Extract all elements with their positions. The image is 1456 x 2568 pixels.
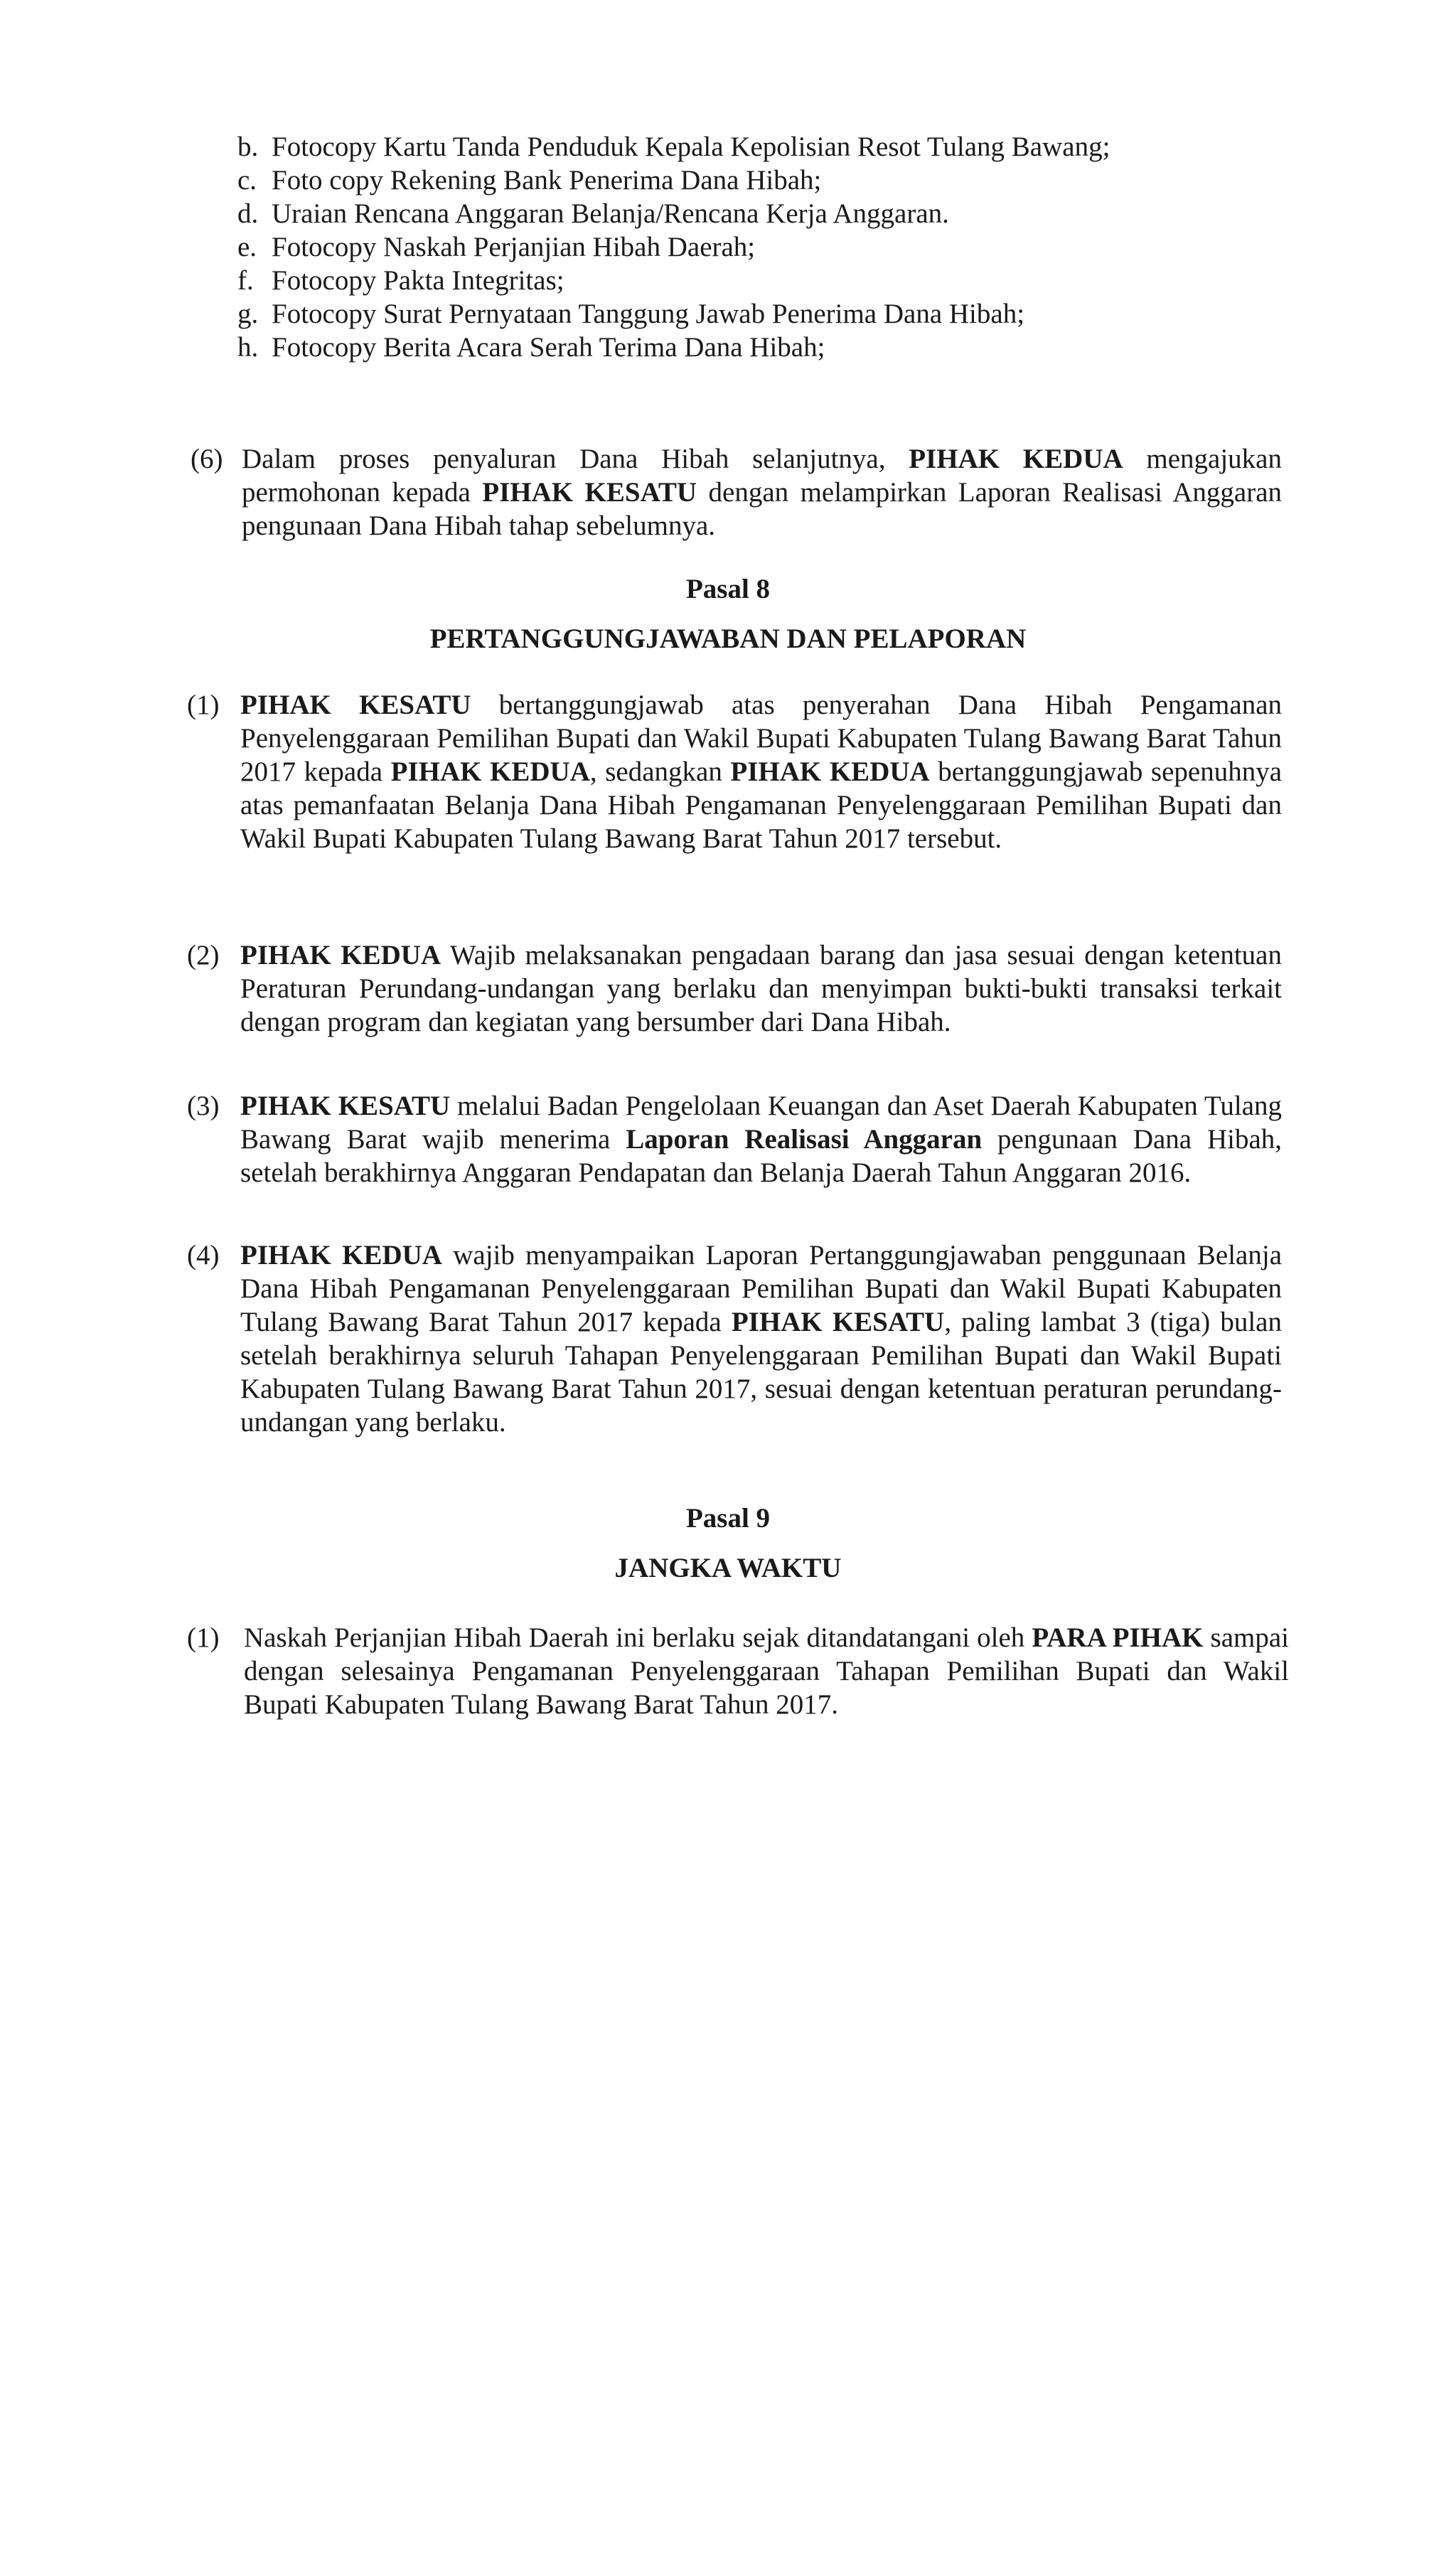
paragraph-number: (2) — [187, 940, 220, 970]
paragraph-number: (1) — [187, 690, 220, 720]
party-name: PIHAK KESATU — [731, 1307, 945, 1337]
party-name: PIHAK KESATU — [240, 1091, 451, 1121]
paragraph-number: (3) — [187, 1091, 220, 1121]
text-run: Wajib melaksanakan pengadaan barang dan jasa sesuai dengan ketentuan Peraturan Perundang-undangan yang berlaku dan menyimpan bukti-bukti transaksi terkait dengan program dan kegiatan yang bersumber dari Dana Hibah. — [240, 940, 1282, 1037]
article-title: Pasal 8 — [685, 574, 771, 604]
list-marker: b. — [237, 132, 259, 162]
list-marker: f. — [237, 265, 254, 296]
list-marker: h. — [237, 332, 259, 363]
party-name: PIHAK KEDUA — [730, 756, 930, 787]
paragraph-text — [240, 1238, 1282, 1439]
party-name: PIHAK KEDUA — [390, 756, 590, 787]
list-item — [237, 130, 1281, 164]
article-subtitle: PERTANGGUNGJAWABAN DAN PELAPORAN — [429, 624, 1027, 654]
party-name: PIHAK KESATU — [240, 690, 471, 720]
text-run: Dalam proses penyaluran Dana Hibah selanjutnya, — [242, 444, 886, 474]
paragraph-text — [240, 1089, 1282, 1189]
text-run: melalui Badan Pengelolaan Keuangan dan Aset Daerah Kabupaten Tulang Bawang Barat wajib menerima — [240, 1091, 1283, 1155]
text-run: bertanggungjawab atas penyerahan Dana Hibah Pengamanan Penyelenggaraan Pemilihan Bupati dan Wakil Bupati Kabupaten Tulang Bawang Barat Tahun 2017 kepada — [240, 690, 1283, 787]
list-item-text: Fotocopy Naskah Perjanjian Hibah Daerah; — [272, 232, 756, 262]
article-subtitle: JANGKA WAKTU — [614, 1553, 842, 1583]
paragraph-number: (6) — [191, 444, 223, 474]
paragraph-number: (4) — [187, 1240, 220, 1270]
list-item — [237, 331, 1281, 364]
paragraph-6 — [191, 442, 1282, 542]
list-item — [237, 264, 1281, 297]
paragraph-8-3 — [187, 1089, 1282, 1189]
text-run: , sedangkan — [589, 756, 722, 787]
paragraph-text — [244, 1621, 1289, 1721]
list-item-text: Fotocopy Pakta Integritas; — [272, 265, 564, 296]
list-marker: g. — [237, 299, 259, 329]
list-marker: e. — [237, 232, 257, 262]
text-run: dengan melampirkan Laporan Realisasi Anggaran pengunaan Dana Hibah tahap sebelumnya. — [242, 477, 1283, 541]
list-item — [237, 164, 1281, 197]
list-item-text: Fotocopy Surat Pernyataan Tanggung Jawab Penerima Dana Hibah; — [272, 299, 1025, 329]
list-item — [237, 197, 1281, 230]
list-item — [237, 230, 1281, 264]
party-name: PIHAK KESATU — [482, 477, 697, 508]
list-item-text: Fotocopy Berita Acara Serah Terima Dana Hibah; — [272, 332, 825, 363]
list-item-text: Fotocopy Kartu Tanda Penduduk Kepala Kepolisian Resot Tulang Bawang; — [272, 132, 1110, 162]
list-item — [237, 297, 1281, 331]
party-name: PIHAK KEDUA — [909, 444, 1123, 474]
paragraph-9-1 — [187, 1621, 1289, 1721]
text-run: Naskah Perjanjian Hibah Daerah ini berlaku sejak ditandatangani oleh — [244, 1622, 1025, 1653]
party-name: PIHAK KEDUA — [240, 1240, 442, 1270]
party-name: PARA PIHAK — [1032, 1622, 1204, 1653]
text-run: bertanggungjawab sepenuhnya atas pemanfaatan Belanja Dana Hibah Pengamanan Penyelenggaraan Pemilihan Bupati dan Wakil Bupati Kabupaten Tulang Bawang Barat Tahun 2017 tersebut. — [240, 756, 1283, 854]
paragraph-8-2 — [187, 938, 1282, 1039]
paragraph-8-1 — [187, 688, 1282, 855]
text-run: , paling lambat 3 (tiga) bulan setelah berakhirnya seluruh Tahapan Penyelenggaraan Pemilihan Bupati dan Wakil Bupati Kabupaten Tulang Bawang Barat Tahun 2017, sesuai dengan ketentuan peraturan perundang-undangan yang berlaku. — [240, 1307, 1282, 1438]
report-name: Laporan Realisasi Anggaran — [626, 1124, 983, 1155]
list-marker: d. — [237, 198, 259, 229]
paragraph-text — [240, 938, 1282, 1039]
paragraph-number: (1) — [187, 1622, 220, 1653]
attachment-list — [237, 130, 1281, 364]
article-title: Pasal 9 — [685, 1503, 771, 1534]
list-marker: c. — [237, 165, 257, 196]
paragraph-8-4 — [187, 1238, 1282, 1439]
text-run: sampai dengan selesainya Pengamanan Penyelenggaraan Tahapan Pemilihan Bupati dan Wakil Bupati Kabupaten Tulang Bawang Barat Tahun 2017. — [244, 1622, 1290, 1720]
paragraph-text — [242, 442, 1282, 542]
list-item-text: Foto copy Rekening Bank Penerima Dana Hibah; — [272, 165, 822, 196]
list-item-text: Uraian Rencana Anggaran Belanja/Rencana Kerja Anggaran. — [272, 198, 949, 229]
party-name: PIHAK KEDUA — [240, 940, 441, 970]
text-run: wajib menyampaikan Laporan Pertanggungjawaban penggunaan Belanja Dana Hibah Pengamanan Penyelenggaraan Pemilihan Bupati dan Wakil Bupati Kabupaten Tulang Bawang Barat Tahun 2017 kepada — [240, 1240, 1283, 1337]
text-run: pengunaan Dana Hibah, setelah berakhirnya Anggaran Pendapatan dan Belanja Daerah Tahun Anggaran 2016. — [240, 1124, 1283, 1188]
paragraph-text — [240, 688, 1282, 855]
text-run: mengajukan permohonan kepada — [242, 444, 1282, 508]
